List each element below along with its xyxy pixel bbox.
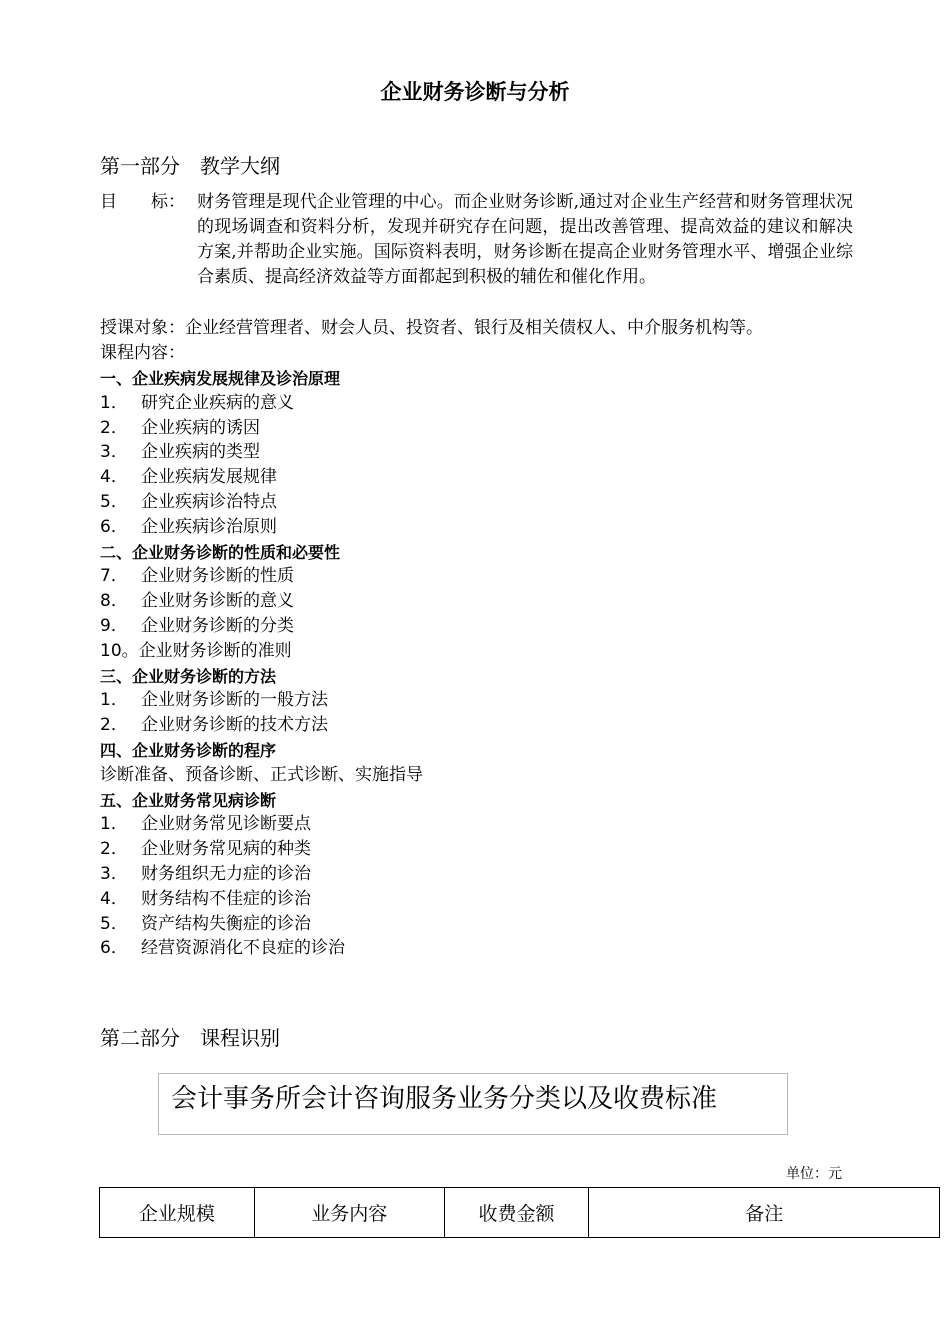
fee-standard-title-box: 会计事务所会计咨询服务业务分类以及收费标准 [158,1073,788,1135]
list-item [100,416,260,441]
list-item [100,713,328,738]
list-item-number: 2． [100,839,128,860]
list-item-text: 诊断准备、预备诊断、正式诊断、实施指导 [100,764,423,785]
section-heading: 二、企业财务诊断的性质和必要性 [100,542,341,562]
content-label: 课程内容： [100,343,185,363]
list-item [100,614,294,639]
list-item-number: 2． [100,417,128,438]
list-item [100,515,277,540]
list-item-text: 企业财务诊断的准则 [138,640,292,661]
section-heading: 五、企业财务常见病诊断 [100,790,277,810]
list-item [100,763,423,788]
header-fee-amount: 收费金额 [444,1188,589,1238]
list-item-text: 企业疾病的类型 [141,442,260,463]
list-item [100,862,311,887]
header-enterprise-size: 企业规模 [100,1188,255,1238]
list-item [100,912,311,937]
list-item-text: 企业财务常见病的种类 [141,839,311,860]
header-remarks: 备注 [589,1188,940,1238]
list-item [100,391,294,416]
list-item-number: 3． [100,864,128,884]
goal-paragraph [100,190,860,290]
list-item-number: 3． [100,442,128,463]
list-item-text: 研究企业疾病的意义 [141,392,294,413]
list-item-text: 企业财务诊断的技术方法 [141,715,328,736]
document-title: 企业财务诊断与分析 [380,80,570,104]
list-item-text: 财务组织无力症的诊治 [141,864,311,884]
goal-label: 目 标： [100,192,185,212]
list-item-number: 1． [100,814,128,835]
list-item-text: 企业疾病的诱因 [141,417,260,438]
list-item-text: 经营资源消化不良症的诊治 [141,938,345,959]
list-item-text: 财务结构不佳症的诊治 [141,888,311,909]
list-item-number: 2． [100,715,128,736]
list-item-text: 企业财务诊断的性质 [141,566,294,587]
list-item-number: 4． [100,888,128,909]
list-item [100,564,294,589]
list-item-number: 8． [100,591,128,612]
list-item [100,812,311,837]
section-heading: 一、企业疾病发展规律及诊治原理 [100,369,341,388]
unit-label: 单位：元 [786,1166,842,1182]
list-item [100,688,328,713]
list-item [100,465,277,490]
list-item-number: 1． [100,392,128,413]
list-item-number: 6． [100,938,128,959]
table-header-row [100,1188,940,1238]
list-item [100,589,294,614]
list-item [100,490,277,515]
list-item-text: 企业财务诊断的分类 [141,616,294,636]
list-item-number: 5． [100,492,128,512]
list-item-text: 企业疾病发展规律 [141,467,277,488]
list-item-number: 4． [100,467,128,488]
list-item-number: 6． [100,516,128,537]
section-heading: 四、企业财务诊断的程序 [100,741,277,760]
goal-text: 财务管理是现代企业管理的中心。而企业财务诊断,通过对企业生产经营和财务管理状况的现场调查和资料分析，发现并研究存在问题，提出改善管理、提高效益的建议和解决方案,并帮助企业实施。国际资料表明，财务诊断在提高企业财务管理水平、增强企业综合素质、提高经济效益等方面都起到积极的辅佐和催化作用。 [197,192,853,287]
part1-heading: 第一部分 教学大纲 [100,154,280,178]
list-item-text: 企业疾病诊治特点 [141,492,277,512]
list-item-number: 7． [100,566,128,587]
list-item [100,887,311,912]
list-item-number: 5． [100,913,128,934]
list-item [100,440,260,465]
list-item-text: 企业财务诊断的意义 [141,591,294,612]
list-item-text: 资产结构失衡症的诊治 [141,913,311,934]
audience-line: 授课对象：企业经营管理者、财会人员、投资者、银行及相关债权人、中介服务机构等。 [100,318,763,338]
header-business-content: 业务内容 [254,1188,444,1238]
list-item-number: 10。 [100,640,139,661]
part2-heading: 第二部分 课程识别 [100,1026,280,1050]
list-item-number: 1． [100,690,128,711]
list-item-text: 企业财务诊断的一般方法 [141,690,328,711]
fee-table [99,1187,940,1238]
section-heading: 三、企业财务诊断的方法 [100,666,277,686]
list-item [100,936,345,961]
list-item-number: 9． [100,616,128,636]
list-item-text: 企业财务常见诊断要点 [141,814,311,835]
list-item [100,837,311,862]
list-item-text: 企业疾病诊治原则 [141,516,277,537]
list-item [100,639,292,664]
